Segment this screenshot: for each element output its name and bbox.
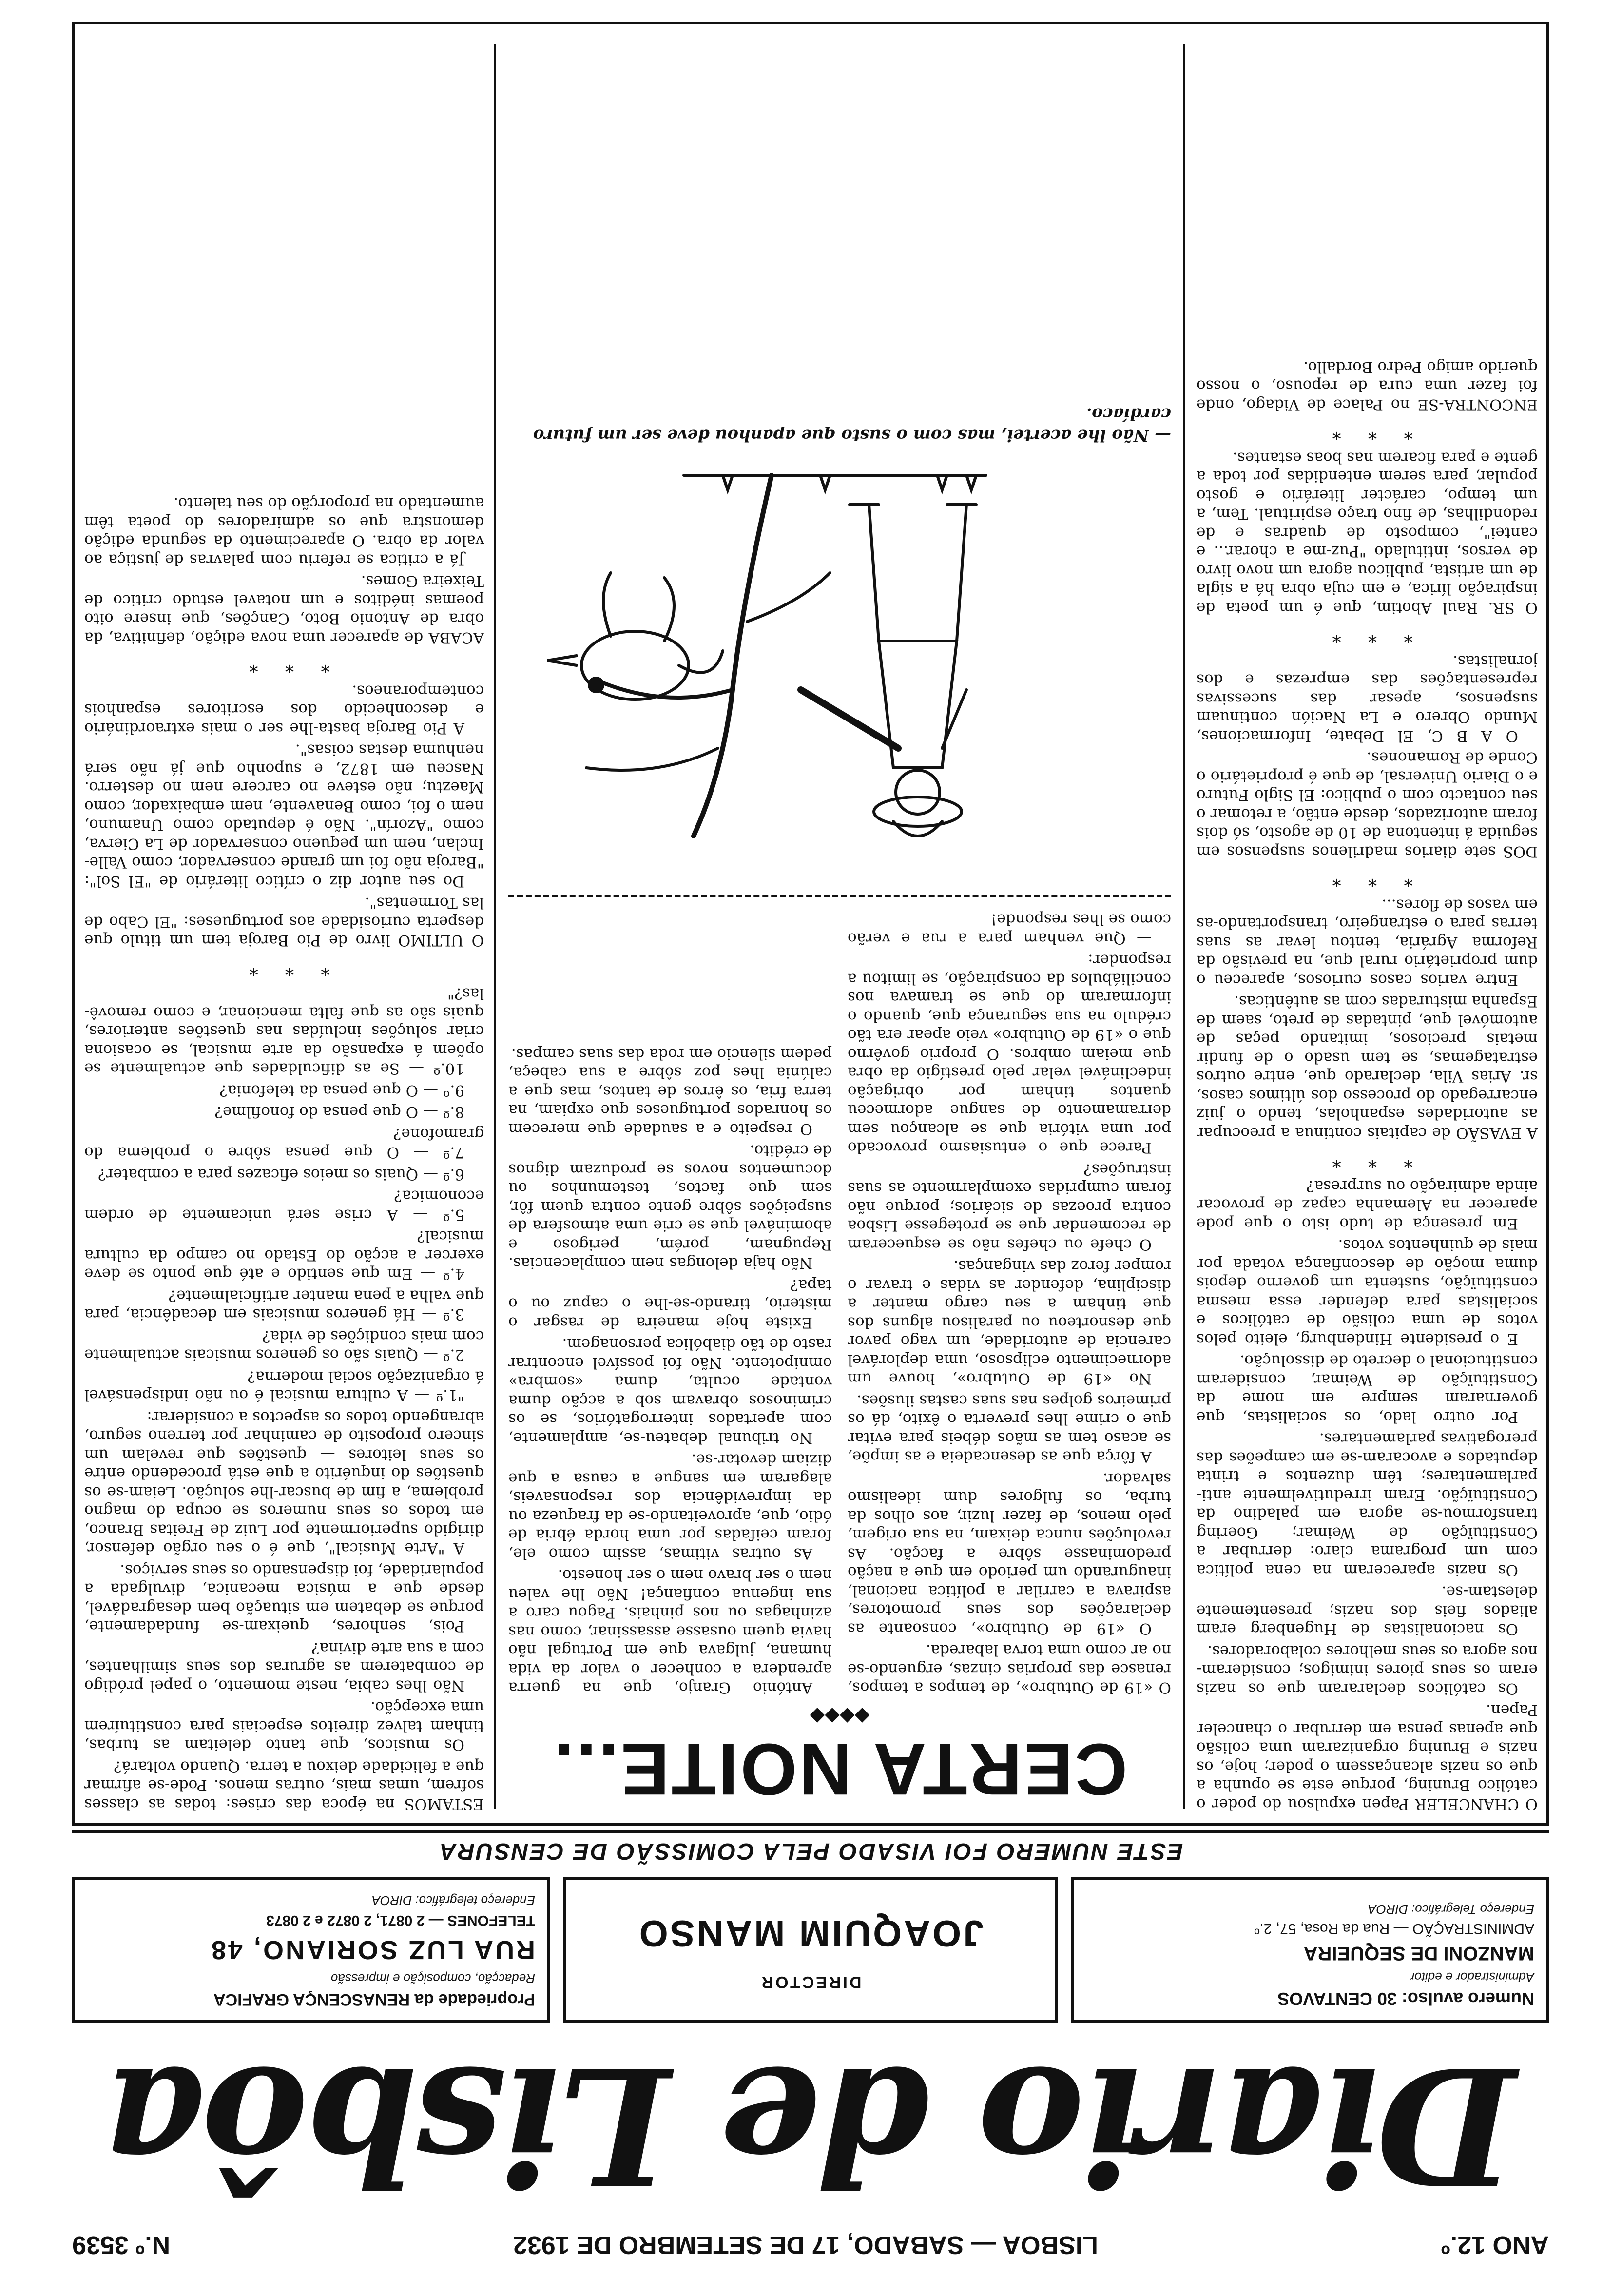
section-separator: * * * <box>238 958 330 978</box>
admin-name: MANZONI DE SEQUEIRA <box>1303 1943 1534 1965</box>
hunter-cartoon-drawing <box>508 456 1171 895</box>
questionnaire-item: 7.º — O que pensa sôbre o problema do gramofone? <box>84 1125 484 1162</box>
headline-ornament: ◆◆◆◆ <box>810 1705 870 1728</box>
column-rule <box>494 44 496 1809</box>
article-subcolumn <box>848 907 1171 1697</box>
admin-address: ADMINISTRAÇÃO — Rua da Rosa, 57, 2.º <box>1254 1921 1534 1937</box>
section-separator: * * * <box>1321 1150 1413 1171</box>
paragraph: O chefe ou chefes não se esqueceram de recomendar que se protegesse Lisboa contra proezas de sicários; porque não foram cumpridas exemplarmente as suas instruções? <box>848 1161 1171 1253</box>
paragraph: DOS sete diarios madrilenos suspensos em seguida á intentona de 10 de agosto, só dois foram autorizados, desde então, a retomar o seu contacto com o publico: El Siglo Futuro e o Diario Universal, de que é proprietário o Conde de Romanones. <box>1197 749 1538 860</box>
paragraph: O respeito e a saudade que merecem os honrados portugueses que expiam, na terra fria, os êrros de tantos, mas que a calúnia lhes poz sôbre a sua cabeça, pedem silencio em roda das suas campas. <box>508 1045 832 1138</box>
section-separator: * * * <box>238 655 330 676</box>
paragraph: ESTAMOS na época das crises: todas as classes sofrem, umas mais, outras menos. Pode-se afirmar que a felicidade deixou a terra. Quando voltará? <box>84 1758 484 1813</box>
questionnaire-item: 4.º — Em que sentido e até que ponto se deve exercer a acção do Estado no campo da cultura musical? <box>84 1227 484 1283</box>
paragraph: Os nazis apareceram na cena política com um programa claro: derrubar a Constituïção de Weimar; Goering transformou-se agora em paladino da Constituïção. Eram irredutivelmente anti-parlamentares; têm duzentos e trinta deputados e avocaram-se em campeões das prerogativas parlamentares. <box>1197 1430 1538 1579</box>
section-separator: * * * <box>1321 869 1413 890</box>
publisher-box <box>72 1877 550 2023</box>
column-rule <box>1183 44 1185 1809</box>
body-frame <box>72 22 1549 1826</box>
paragraph: Em presença de tudo isto o que pode aparecer na Alemanha capaz de provocar ainda admiração ou surpresa? <box>1197 1177 1538 1232</box>
paragraph: No «19 de Outubro», houve um adornecimento eclipsoso, uma deplorável carencia de autoridade, um vago pavor que desnorteou ou paralisou alguns dos que tinham a seu cargo manter a disciplina, defender as vidas e travar o romper feroz das vinganças. <box>848 1257 1171 1388</box>
paragraph: O CHANCELER Papen expulsou do poder o católico Bruning, porque este se opunha a que os nazis alcançassem o poder; hoje, os nazis e Bruning organizaram uma colisão que apenas pensa em derrubar o chanceler Papen. <box>1197 1701 1538 1813</box>
paragraph: E o presidente Hindenburg, eleito pelos votos de uma colisão de católicos e socialistas para defender essa mesma constituïção, sustenta um governo depois duma moção de desconfiança votada por mais de quinhentos votos. <box>1197 1236 1538 1348</box>
paragraph: ENCONTRA-SE no Palace de Vidago, onde foi fazer uma cura de repouso, o nosso querido amigo Pedro Bordallo. <box>1197 358 1538 413</box>
column-center <box>508 34 1171 1813</box>
year-label: ANO 12.º <box>1441 2231 1549 2259</box>
director-role: DIRECTOR <box>759 1972 862 1991</box>
publisher-street: RUA LUZ SORIANO, 48 <box>209 1935 535 1965</box>
publisher-services: Redacção, composição e impressão <box>330 1971 535 1986</box>
column-left <box>1197 34 1538 1813</box>
questionnaire-item: 10.º — Se as dificuldades que actualmente se opõem á expansão da arte musical, se ocasiona criar soluções incluídas nas questões anteriores, quais são as que falta mencionar, e como removê-las?" <box>84 985 484 1078</box>
paragraph: ACABA de aparecer uma nova edição, definitiva, da obra de Antonio Boto, Canções, que insere oito poemas inéditos e um notavel estudo critico de Teixeira Gomes. <box>84 572 484 646</box>
paragraph: O A B C, El Debate, Informaciones, Mundo Obrero e La Nación continuam suspensos, apesar das sucessivas representações das emprezas e dos jornalistas. <box>1197 652 1538 745</box>
paragraph: Por outro lado, os socialistas, que governaram sempre em nome da Constituïção de Weimar, consideram constitucional o decreto de dissolução. <box>1197 1352 1538 1426</box>
paragraph: O ULTIMO livro de Pio Baroja tem um titulo que desperta curiosidade aos portugueses: "El Cabo de las Tormentas". <box>84 894 484 950</box>
paragraph: A EVASÃO de capitais continua a preocupar as autoridades espanholas, tendo o juiz encarregado do processo dos últimos casos, sr. Arias Vila, declarado que, entre outros estratagemas, se tem usado o de fundir metais preciosos, imitando peças de automóvel que, pintadas de preto, saem de Espanha misturadas com as autênticas. <box>1197 992 1538 1142</box>
paragraph: Existe hoje maneira de rasgar o misterio, tirando-se-lhe o capuz ou o tapa? <box>508 1276 832 1331</box>
info-bar <box>72 1877 1549 2023</box>
paragraph: Os católicos declararam que os nazis eram os seus piores inimigos; consideram-nos agora os seus melhores colaboradores. <box>1197 1642 1538 1697</box>
paragraph: Os nacionalistas de Hugenberg eram aliados fieis dos nazis; presentemente delestam-se. <box>1197 1583 1538 1638</box>
paragraph: Os musicos, que tanto deleitam as turbas, tinham talvez direitos especiais para constituírem uma excepção. <box>84 1698 484 1754</box>
questionnaire-item: 5.º — A crise será unicamente de ordem economica? <box>84 1187 484 1224</box>
director-box <box>563 1877 1058 2023</box>
paragraph: No tribunal debateu-se, amplamente, com apertados interrogatórios, se os criminosos obravam sob a acção duma vontade oculta, duma «sombra» omnipotente. Não foi possível encontrar rasto de tão diabólica personagem. <box>508 1335 832 1447</box>
paragraph: Entre varios casos curiosos, apareceu o dum proprietário rural que, na previsão da Reforma Agrária, tentou levar as suas terras para o estrangeiro, transportando-as em vasos de flores... <box>1197 896 1538 989</box>
questionnaire-item: "1.º — A cultura musical é ou não indispensável á organização social moderna? <box>84 1368 484 1404</box>
publisher-phones: TELEFONES — 2 0871, 2 0872 e 2 0873 <box>266 1912 535 1928</box>
subscription-box <box>1071 1877 1549 2023</box>
paragraph: Não haja delongas nem complacencias. Repugnam, porém, perigoso e abominável que se crie uma atmosfera de suspeições sôbre gente contra quem fôr, sem que factos, testemunhos ou documentos novos se produzam dignos de crédito. <box>508 1142 832 1272</box>
paragraph: A fôrça que as desencadeia e as impõe, se acaso tem as mãos débeis para evitar que o crime lhes preverta o êxito, dá os primeiros golpes nas suas castas ilusões. <box>848 1392 1171 1466</box>
publisher-property: Propriedade da RENASCENÇA GRAFICA <box>213 1990 535 2009</box>
director-name: JOAQUIM MANSO <box>637 1912 984 1954</box>
paragraph: As outras vitimas, assim como ele, foram ceifadas por uma horda ébria de ódio, que, aproveitando-se da fraqueza ou da imprevidência dos responsaveis, alagaram em sangue a causa a que diziam devotar-se. <box>508 1451 832 1562</box>
paragraph: António Granjo, que na guerra aprendera a conhecer o valor da vida humana, julgava que em Portugal não havia quem ousasse assassinar, como nas azinhagas ou nos pinhais. Pagou caro a sua ingenua confiança! Não lhe valeu nem o ser bravo nem o ser honesto. <box>508 1566 832 1697</box>
column-right <box>84 34 484 1813</box>
questionnaire-item: 2.º — Quais são os generos musicais actualmente com mais condições de vida? <box>84 1327 484 1364</box>
article-subcolumn <box>508 907 832 1697</box>
admin-telegram: Endereço Telegráfico: DIROA <box>1368 1902 1534 1917</box>
section-separator: * * * <box>1321 625 1413 646</box>
questionnaire-item: 3.º — Há generos musicais em decadência, para que valha a pena manter artificialmente? <box>84 1287 484 1323</box>
questionnaire-item: 9.º — O que pensa da telefonia? <box>219 1082 464 1099</box>
paragraph: Pois, senhores, queixam-se fundadamente, porque se debatem em situação bem desagradável, desde que a música mecanica, divulgada a popularidade, foi dispensando os seus serviços. <box>84 1561 484 1635</box>
article-headline: CERTA NOITE... <box>552 1729 1128 1810</box>
paragraph: Não lhes cabia, neste momento, o papel pródigo de combaterem as agruras dos seus similhantes, com a sua arte divina? <box>84 1639 484 1694</box>
newspaper-title: Diario de Lisbôa <box>105 2031 1516 2220</box>
dateline: LISBOA — SABADO, 17 DE SETEMBRO DE 1932 <box>513 2231 1098 2259</box>
paragraph: Parece que o entusiasmo provocado por uma vitória que se alcançou sem derramamento de sangue adormeceu quantos tinham por obrigação indeclinável velar pelo prestígio da obra que meiam ombros. O proprio govêrno que o «19 de Outubro» veio apear era tão crédulo na sua segurança que, quando o informaram do que se tramava nos conciliábulos da conspiração, se limitou a responder: <box>848 951 1171 1157</box>
paragraph: A Pio Baroja basta-lhe ser o mais extraordinário e desconhecido dos escritores espanhois contemporaneos. <box>84 682 484 737</box>
cartoon-caption: — Não lhe acertei, mas com o susto que apanhou deve ser um futuro cardíaco. <box>533 404 1171 445</box>
paragraph: Já a critica se referiu com palavras de justiça ao valor da obra. O aparecimento da segunda edição demonstra que os admiradores do poeta têm aumentado na proporção do seu talento. <box>84 494 484 568</box>
section-separator: * * * <box>1321 422 1413 443</box>
paragraph: A "Arte Musical", que é o seu orgão defensor, dirigido superiormente por Luiz de Freitas Branco, em todos os seus numeros se ocupa do magno problema, a fim de buscar-lhe solução. Leiam-se os questões do inquérito a que está procedendo entre os seus leitores — questões que revelam um sincero proposito de caminhar por terreno seguro, abrangendo todos os aspectos a considerar: <box>84 1408 484 1557</box>
paragraph: O SR. Raul Abotim, que é um poeta de inspiração lírica, e em cuja obra há a sigla de um artista, publicou agora um novo livro de versos, intitulado "Puz-me a chorar... e cantei", composto de quadras e de redondilhas, de fino traço espiritual. Tem, a um tempo, carácter literário e gosto popular, para serem entendidas por toda a gente e para ficarem nas boas estantes. <box>1197 449 1538 617</box>
paragraph: Do seu autor diz o crítico literário de "El Sol": "Baroja não foi um grande conservador, como Valle-Inclan, nem um pequeno conservador de La Cierva, como "Azorín". Não é deputado como Unamuno, nem o foi, como Benavente, nem embaixador, como Maeztu; não esteve no carcere nem no desterro. Nasceu em 1872, e suponho que já não será nenhuma destas coisas". <box>84 741 484 890</box>
issue-number: N.º 3539 <box>72 2231 171 2259</box>
questionnaire-item: 6.º — Quais os meios eficazes para a combater? <box>97 1166 464 1183</box>
paragraph: O «19 de Outubro», consoante as declarações dos seus promotores, aspirava a carrilar a política nacional, inaugurando um periodo em que a nação predominasse sôbre a facção. As revoluções nunca deixam, na sua origem, pelo menos, de fazer luzir, aos olhos da turba, os fulgores dum idealismo salvador. <box>848 1470 1171 1637</box>
questionnaire-item: 8.º — O que pensa do fonofilme? <box>214 1103 464 1121</box>
cartoon-illustration <box>508 383 1171 897</box>
article-body <box>508 907 1171 1697</box>
price-label: Numero avulso: 30 CENTAVOS <box>1277 1989 1534 2009</box>
masthead-topline <box>72 2228 1549 2262</box>
paragraph: — Que venham para a rua e verão como se lhes responde! <box>848 911 1171 947</box>
paragraph: O «19 de Outubro», de tempos a tempos, renasce das proprias cinzas, erguendo-se no ar como uma torva labareda. <box>848 1641 1171 1697</box>
admin-role: Administrador e editor <box>1410 1969 1534 1985</box>
publisher-telegram: Endereço telegráfico: DIROA <box>371 1893 535 1908</box>
censorship-notice: ESTE NUMERO FOI VISADO PELA COMISSÃO DE CENSURA <box>72 1830 1549 1865</box>
